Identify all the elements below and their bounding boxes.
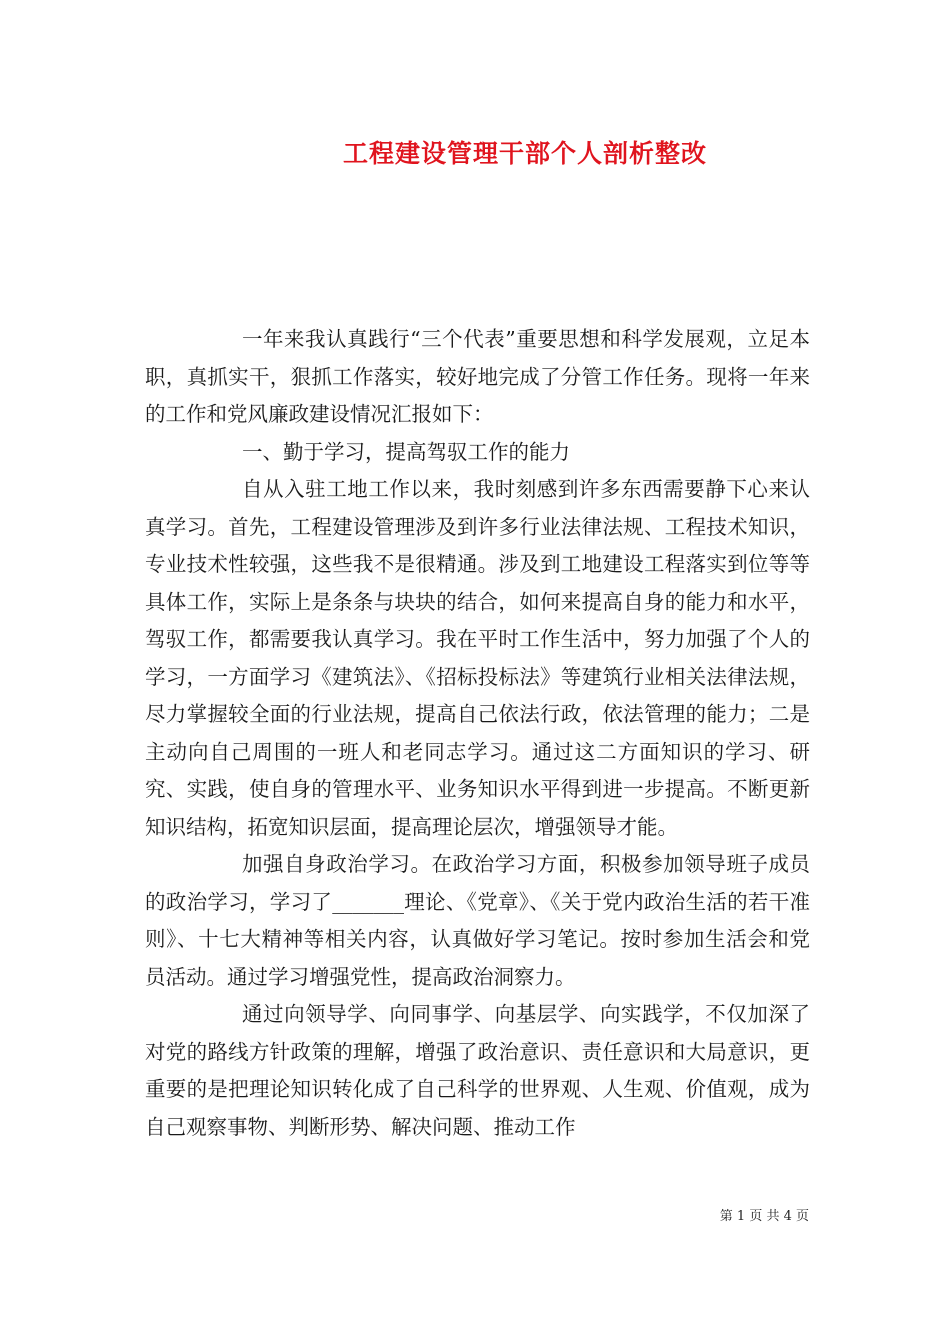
page-number: 第 1 页 共 4 页 xyxy=(719,1209,809,1224)
body-paragraph: 通过向领导学、向同事学、向基层学、向实践学，不仅加深了对党的路线方针政策的理解，增强了政治意识、责任意识和大局意识，更重要的是把理论知识转化成了自己科学的世界观、人生观、价值观，成为自己观察事物、判断形势、解决问题、推动工作 xyxy=(145,1002,810,1139)
document-title: 工程建设管理干部个人剖析整改 xyxy=(342,139,707,168)
intro-paragraph: 一年来我认真践行“三个代表”重要思想和科学发展观，立足本职，真抓实干，狠抓工作落实，较好地完成了分管工作任务。现将一年来的工作和党风廉政建设情况汇报如下： xyxy=(145,327,810,426)
body-paragraph: 自从入驻工地工作以来，我时刻感到许多东西需要静下心来认真学习。首先，工程建设管理涉及到许多行业法律法规、工程技术知识，专业技术性较强，这些我不是很精通。涉及到工地建设工程落实到位等等具体工作，实际上是条条与块块的结合，如何来提高自身的能力和水平，驾驭工作，都需要我认真学习。我在平时工作生活中，努力加强了个人的学习，一方面学习《建筑法》、《招标投标法》等建筑行业相关法律法规，尽力掌握较全面的行业法规，提高自己依法行政，依法管理的能力；二是主动向自己周围的一班人和老同志学习。通过这二方面知识的学习、研究、实践，使自身的管理水平、业务知识水平得到进一步提高。不断更新知识结构，拓宽知识层面，提高理论层次，增强领导才能。 xyxy=(145,477,810,839)
section-heading: 一、勤于学习，提高驾驭工作的能力 xyxy=(242,439,570,464)
body-paragraph: 加强自身政治学习。在政治学习方面，积极参加领导班子成员的政治学习，学习了_______理论、《党章》、《关于党内政治生活的若干准则》、十七大精神等相关内容，认真做好学习笔记。按时参加生活会和党员活动。通过学习增强党性，提高政治洞察力。 xyxy=(145,852,810,989)
document-body xyxy=(145,321,810,1146)
page-footer xyxy=(0,1205,809,1224)
